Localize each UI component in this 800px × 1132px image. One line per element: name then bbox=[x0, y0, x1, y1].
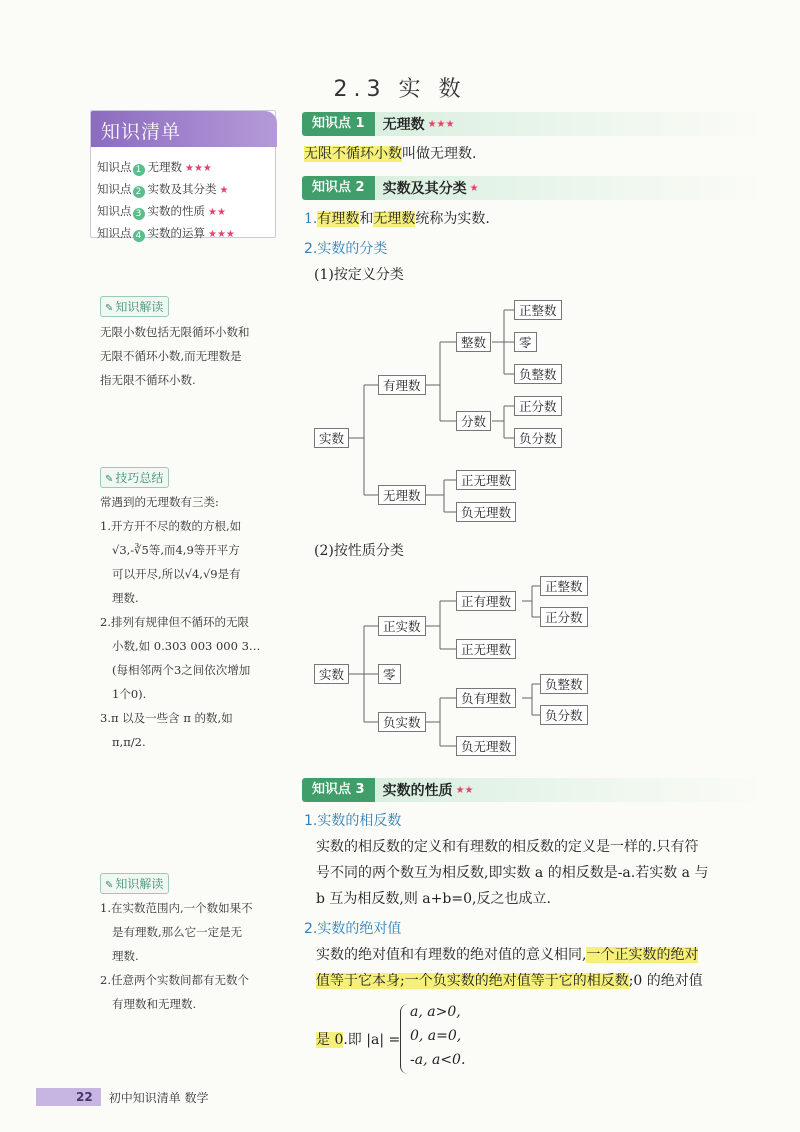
knowledge-list bbox=[97, 157, 235, 245]
kp3-paragraph-1: 实数的相反数的定义和有理数的相反数的定义是一样的.只有符 号不同的两个数互为相反数,即实数 a 的相反数是-a.若实数 a 与 b 互为相反数,则 a+b=0,反之也成立. bbox=[316, 839, 709, 907]
brace bbox=[400, 1004, 408, 1074]
tree2-node: 负实数 bbox=[378, 712, 426, 732]
tree1-node: 零 bbox=[514, 332, 537, 352]
kp2-classification-heading: 2.实数的分类 bbox=[304, 241, 388, 257]
tree1-node: 分数 bbox=[456, 411, 491, 431]
list-item: 知识点 2 实数及其分类 ★ bbox=[97, 182, 229, 197]
star-icon: ★★★ bbox=[185, 163, 212, 174]
tree1-node: 有理数 bbox=[378, 375, 426, 395]
book-title: 初中知识清单 数学 bbox=[108, 1090, 209, 1105]
abs-value-formula-lhs: 是 0.即 |a| = bbox=[316, 1032, 401, 1048]
star-icon: ★★★ bbox=[427, 118, 455, 130]
kp1-definition: 无限不循环小数叫做无理数. bbox=[304, 146, 477, 162]
tree2-node: 正整数 bbox=[540, 576, 588, 596]
kp3-subheading-2: 2.实数的绝对值 bbox=[304, 921, 402, 937]
page-title: 2.3 实 数 bbox=[333, 77, 467, 102]
tree1-node: 正分数 bbox=[514, 396, 562, 416]
star-icon: ★ bbox=[469, 182, 479, 194]
note-tag-2: ✎ 技巧总结 bbox=[100, 467, 169, 488]
list-item: 知识点 3 实数的性质 ★★ bbox=[97, 204, 226, 219]
page-number: 22 bbox=[36, 1088, 101, 1106]
tree2-node: 正分数 bbox=[540, 607, 588, 627]
page-footer bbox=[36, 1087, 209, 1107]
tree2-node: 负整数 bbox=[540, 674, 588, 694]
section-header-kp3: 知识点 3 实数的性质 ★★ bbox=[302, 778, 762, 802]
tree2-node: 零 bbox=[378, 664, 401, 684]
tree2-caption: (2)按性质分类 bbox=[314, 543, 404, 559]
star-icon: ★★★ bbox=[208, 229, 235, 240]
note-tag-1: ✎ 知识解读 bbox=[100, 296, 169, 317]
star-icon: ★ bbox=[219, 185, 229, 196]
lightbulb-icon: ✎ bbox=[105, 474, 114, 485]
knowledge-list-box bbox=[90, 110, 276, 241]
tree1-node: 正无理数 bbox=[456, 470, 516, 490]
kp2-line1: 1.有理数和无理数统称为实数. bbox=[304, 211, 490, 227]
tree2-node: 正有理数 bbox=[456, 591, 516, 611]
tree1-node: 正整数 bbox=[514, 300, 562, 320]
bookmark-icon: ✎ bbox=[105, 303, 114, 314]
note-2: 常遇到的无理数有三类: 1.开方开不尽的数的方根,如 √3,-∛5等,而4,9等开平方 可以开尽,所以√4,√9是有 理数. 2.排列有规律但不循环的无限 小数,如 0.303 003 000 3… (每相邻两个3之间依次增加 1个0). 3.π 以及一些含 π 的数,如 π,π/2. bbox=[100, 495, 261, 749]
list-item: 知识点 1 无理数 ★★★ bbox=[97, 160, 212, 175]
kp3-subheading-1: 1.实数的相反数 bbox=[304, 813, 402, 829]
tree2-lines bbox=[310, 570, 600, 770]
tree1-node: 负无理数 bbox=[456, 502, 516, 522]
kp3-paragraph-2: 实数的绝对值和有理数的绝对值的意义相同,一个正实数的绝对 值等于它本身;一个负实数的绝对值等于它的相反数;0 的绝对值 bbox=[316, 947, 703, 989]
tree1-node: 负整数 bbox=[514, 364, 562, 384]
tree1-node: 实数 bbox=[314, 428, 349, 448]
tree2-node: 正实数 bbox=[378, 616, 426, 636]
note-1: 无限小数包括无限循环小数和 无限不循环小数,而无理数是 指无限不循环小数. bbox=[100, 325, 250, 387]
bookmark-icon: ✎ bbox=[105, 880, 114, 891]
tree1-caption: (1)按定义分类 bbox=[314, 267, 404, 283]
note-3: 1.在实数范围内,一个数如果不 是有理数,那么它一定是无 理数. 2.任意两个实数间都有无数个 有理数和无理数. bbox=[100, 901, 253, 1011]
tree2-node: 负无理数 bbox=[456, 736, 516, 756]
tree2-node: 实数 bbox=[314, 664, 349, 684]
section-header-kp1: 知识点 1 无理数 ★★★ bbox=[302, 112, 762, 136]
list-item: 知识点 4 实数的运算 ★★★ bbox=[97, 226, 235, 241]
tree2-node: 正无理数 bbox=[456, 639, 516, 659]
tree2-node: 负有理数 bbox=[456, 688, 516, 708]
tree1-node: 无理数 bbox=[378, 485, 426, 505]
knowledge-list-heading: 知识清单 bbox=[91, 111, 277, 147]
tree1-node: 负分数 bbox=[514, 428, 562, 448]
tree2-node: 负分数 bbox=[540, 705, 588, 725]
star-icon: ★★ bbox=[208, 207, 226, 218]
star-icon: ★★ bbox=[455, 784, 474, 796]
abs-value-cases: a, a>0, 0, a=0, -a, a<0. bbox=[410, 1004, 466, 1068]
note-tag-3: ✎ 知识解读 bbox=[100, 873, 169, 894]
tree1-node: 整数 bbox=[456, 332, 491, 352]
section-header-kp2: 知识点 2 实数及其分类 ★ bbox=[302, 176, 762, 200]
